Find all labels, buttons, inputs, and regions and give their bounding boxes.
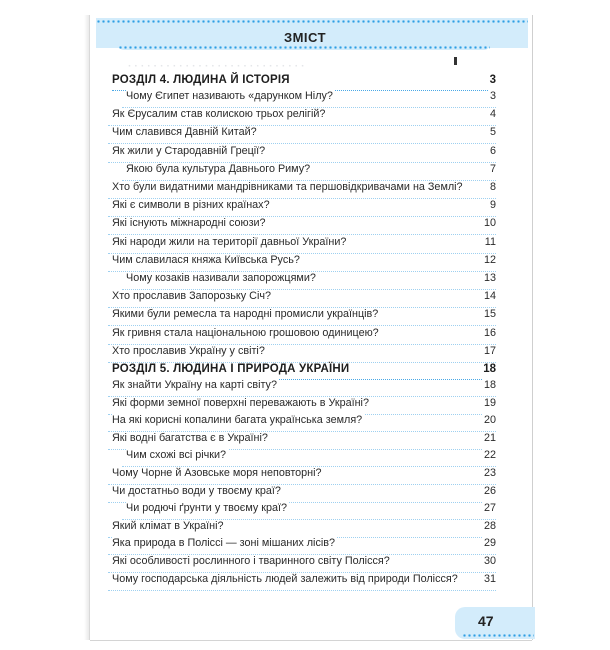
entry-text: Чи достатньо води у твоєму краї? xyxy=(112,484,281,497)
entry-page-number: 23 xyxy=(483,467,496,479)
entry-page-number: 26 xyxy=(483,484,496,497)
entry-text: Чому козаків називали запорожцями? xyxy=(126,272,316,284)
section-page-number: 3 xyxy=(489,74,496,86)
entry-page-number: 8 xyxy=(489,181,496,193)
entry-text: Які народи жили на території давньої України? xyxy=(112,235,347,248)
entry-page-number: 5 xyxy=(489,126,496,139)
entry-text: Які існують міжнародні союзи? xyxy=(112,217,266,230)
entry-page-number: 3 xyxy=(489,90,496,102)
entry-page-number: 9 xyxy=(489,199,496,212)
section-title: РОЗДІЛ 5. ЛЮДИНА І ПРИРОДА УКРАЇНИ xyxy=(112,363,350,375)
entry-page-number: 16 xyxy=(483,326,496,339)
entry-text: Який клімат в Україні? xyxy=(112,519,224,532)
text-cursor-mark xyxy=(454,57,457,65)
section-title: РОЗДІЛ 4. ЛЮДИНА Й ІСТОРІЯ xyxy=(112,74,290,86)
entry-page-number: 14 xyxy=(483,290,496,303)
entry-text: Які є символи в різних країнах? xyxy=(112,199,270,212)
page-number-dots xyxy=(462,634,534,637)
entry-text: Якими були ремесла та народні промисли українців? xyxy=(112,308,379,321)
entry-text: Хто прославив Україну у світі? xyxy=(112,344,265,357)
entry-page-number: 12 xyxy=(483,253,496,266)
entry-page-number: 18 xyxy=(483,379,496,391)
entry-text: Чим схожі всі річки? xyxy=(126,449,227,462)
entry-text: Яка природа в Поліссі — зоні мішаних лісів? xyxy=(112,537,335,550)
section-page-number: 18 xyxy=(483,363,496,375)
entry-page-number: 29 xyxy=(483,537,496,550)
entry-page-number: 15 xyxy=(483,308,496,321)
entry-text: На які корисні копалини багата українська земля? xyxy=(112,414,363,427)
entry-text: Чим славився Давній Китай? xyxy=(112,126,257,139)
entry-page-number: 21 xyxy=(483,431,496,444)
entry-text: Чи родючі ґрунти у твоєму краї? xyxy=(126,502,287,515)
entry-page-number: 28 xyxy=(483,519,496,532)
entry-page-number: 30 xyxy=(483,555,496,567)
entry-text: Чому Чорне й Азовське моря неповторні? xyxy=(112,467,322,479)
entry-page-number: 11 xyxy=(484,235,496,248)
entry-page-number: 7 xyxy=(489,162,496,175)
entry-page-number: 20 xyxy=(483,414,496,427)
entry-page-number: 13 xyxy=(483,272,496,284)
entry-dotted-rule xyxy=(108,590,496,591)
entry-page-number: 31 xyxy=(483,572,496,585)
entry-text: Які форми земної поверхні переважають в Україні? xyxy=(112,396,369,409)
entry-page-number: 10 xyxy=(483,217,496,230)
entry-page-number: 17 xyxy=(483,344,496,357)
entry-text: Чому Єгипет називають «дарунком Нілу? xyxy=(126,90,333,102)
entry-text: Чому господарська діяльність людей залежить від природи Полісся? xyxy=(112,572,458,585)
entry-text: Як гривня стала національною грошовою одиницею? xyxy=(112,326,379,339)
entry-text: Які особливості рослинного і тваринного світу Полісся? xyxy=(112,555,390,567)
entry-text: Як жили у Стародавній Греції? xyxy=(112,144,266,157)
entry-text: Хто були видатними мандрівниками та першовідкривачами на Землі? xyxy=(112,181,463,193)
page-title: ЗМІСТ xyxy=(283,30,327,45)
entry-text: Якою була культура Давнього Риму? xyxy=(126,162,311,175)
entry-page-number: 19 xyxy=(483,396,496,409)
header-dots-bottom xyxy=(118,46,490,49)
page-number: 47 xyxy=(478,613,494,629)
entry-text: Які водні багатства є в Україні? xyxy=(112,431,268,444)
entry-text: Як Єрусалим став колискою трьох релігій? xyxy=(112,108,326,121)
entry-text: Як знайти Україну на карті світу? xyxy=(112,379,277,391)
entry-page-number: 6 xyxy=(489,144,496,157)
entry-page-number: 4 xyxy=(489,108,496,121)
entry-page-number: 22 xyxy=(483,449,496,462)
header-dots-top xyxy=(96,20,528,23)
entry-page-number: 27 xyxy=(483,502,496,515)
toc-entry[interactable] xyxy=(112,340,496,363)
entry-text: Хто прославив Запорозьку Січ? xyxy=(112,290,272,303)
toc-entry[interactable] xyxy=(112,568,496,591)
entry-text: Чим славилася княжа Київська Русь? xyxy=(112,253,300,266)
bleed-through-text: · · · · · · · · · · · · · · · · · · · · · · · · · · · · xyxy=(128,60,305,72)
